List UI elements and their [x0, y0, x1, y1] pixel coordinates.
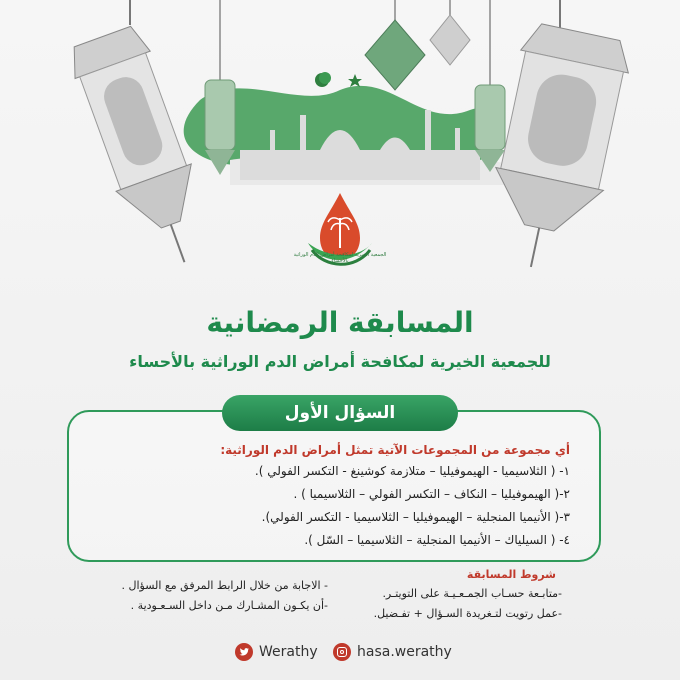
question-prompt: أي مجموعة من المجموعات الآتية تمثل أمراض الدم الوراثية:	[220, 443, 570, 457]
question-content	[100, 440, 570, 552]
instagram-handle: hasa.werathy	[357, 644, 452, 660]
answer-option-2: ٢-( الهيموفيليا – النكاف – التكسر الفولي – الثلاسيميا ) .	[293, 487, 570, 501]
answer-option-1: ١- ( الثلاسيميا - الهيموفيليا – متلازمة كوشينغ - التكسر الفولي ).	[254, 464, 570, 478]
conditions-title: شروط المسابقة	[466, 568, 556, 581]
answer-option-4: ٤- ( السيلياك – الأنيميا المنجلية – الثلاسيميا – السّل ).	[304, 533, 570, 547]
condition-item: -أن يكـون المشـارك مـن داخل السـعـودية .	[130, 599, 328, 612]
condition-item: -عمل رتويت لتـغريدة السـؤال + تفـضيل.	[373, 607, 562, 620]
instagram-icon	[333, 643, 351, 661]
condition-item: -متابـعة حسـاب الجمـعـيـة على التويتـر.	[382, 587, 562, 600]
page-title: المسابقة الرمضانية	[206, 306, 474, 339]
conditions-right	[374, 584, 562, 624]
instagram-link[interactable]	[333, 640, 452, 664]
page-subtitle: للجمعية الخيرية لمكافحة أمراض الدم الوراثية بالأحساء	[129, 352, 551, 371]
logo-caption: الجمعية الخيرية لمكافحة أمراض الدم الوراثية بالأحساء	[293, 252, 387, 264]
conditions-left	[121, 576, 328, 616]
social-footer	[0, 640, 680, 664]
association-logo	[300, 188, 380, 288]
twitter-handle: Werathy	[259, 644, 318, 660]
twitter-link[interactable]	[235, 640, 318, 664]
answer-option-3: ٣-( الأنيميا المنجلية – الهيموفيليا – الثلاسيميا - التكسر الفولي).	[261, 510, 570, 524]
question-tab: السؤال الأول	[222, 395, 458, 431]
condition-item: - الاجابة من خلال الرابط المرفق مع السؤال .	[121, 579, 328, 592]
twitter-icon	[235, 643, 253, 661]
